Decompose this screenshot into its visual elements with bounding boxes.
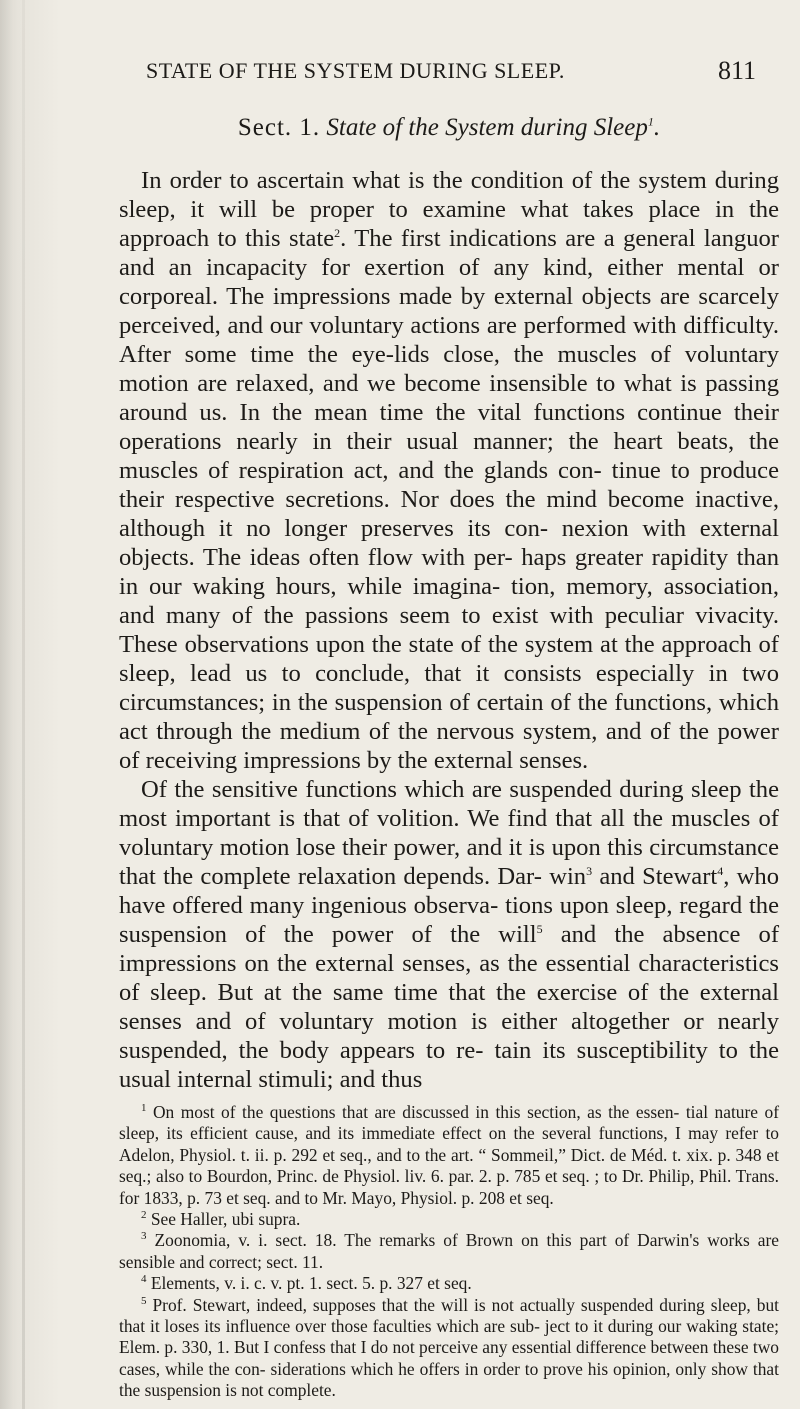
- footnote-ref: 1: [647, 114, 654, 129]
- text-run: and Stewart: [592, 863, 718, 890]
- footnote: [119, 1102, 779, 1209]
- footnote-ref: 2: [334, 225, 341, 240]
- page-edge-line: [22, 0, 25, 1409]
- body-paragraph: [119, 775, 779, 1094]
- footnote-number: 5: [141, 1294, 147, 1307]
- footnote: [119, 1295, 779, 1402]
- footnote-text: Elements, v. i. c. v. pt. 1. sect. 5. p. 327 et seq.: [146, 1273, 472, 1294]
- footnote-ref: 4: [717, 863, 724, 878]
- text-run: In order to ascertain what is the condition of the system during sleep, it will be proper to examine what takes place in the approach to this state: [119, 167, 779, 252]
- footnote: [119, 1273, 779, 1294]
- footnote-ref: 3: [586, 863, 593, 878]
- footnote-number: 1: [141, 1102, 147, 1115]
- footnotes: [119, 1102, 779, 1402]
- text-block: [119, 112, 779, 1402]
- text-run: , who have offered many ingenious observa- tions upon sleep, regard the suspension of the power of the will: [119, 863, 779, 948]
- running-head-title: STATE OF THE SYSTEM DURING SLEEP.: [146, 58, 565, 83]
- running-head: [146, 58, 756, 88]
- text-run: and the absence of impressions on the external senses, as the essential characteristics of sleep. But at the same time that the exercise of the external senses and of voluntary motion is either altogether or nearly suspended, the body appears to re- tain its susceptibility to the usual internal stimuli; and thus: [119, 921, 780, 1093]
- text-run: . The first indications are a general languor and an incapacity for exertion of any kind, either mental or corporeal. The impressions made by external objects are scarcely perceived, and our voluntary actions are performed with difficulty. After some time the eye-lids close, the muscles of voluntary motion are relaxed, and we become insensible to what is passing around us. In the mean time the vital functions continue their operations nearly in their usual manner; the heart beats, the muscles of respiration act, and the glands con- tinue to produce their respective secretions. Nor does the mind become inactive, although it no longer preserves its con- nexion with external objects. The ideas often flow with per- haps greater rapidity than in our waking hours, while imagina- tion, memory, association, and many of the passions seem to exist with peculiar vivacity. These observations upon the state of the system at the approach of sleep, lead us to conclude, that it consists especially in two circumstances; in the suspension of certain of the functions, which act through the medium of the nervous system, and of the power of receiving impressions by the external senses.: [119, 225, 779, 774]
- text-run: Of the sensitive functions which are suspended during sleep the most important is that of volition. We find that all the muscles of voluntary motion lose their power, and it is upon this circumstance that the complete relaxation depends. Dar- win: [119, 776, 779, 890]
- footnote-number: 4: [141, 1273, 147, 1286]
- footnote-number: 2: [141, 1209, 147, 1222]
- footnote: [119, 1209, 779, 1230]
- page-gutter-shadow: [0, 0, 14, 1409]
- footnote-number: 3: [141, 1230, 147, 1243]
- section-title-end: .: [653, 114, 661, 141]
- footnote-ref: 5: [536, 921, 543, 936]
- footnote-text: On most of the questions that are discussed in this section, as the essen- tial nature of sleep, its efficient cause, and its immediate effect on the several functions, I may refer to Adelon, Physiol. t. ii. p. 292 et seq., and to the art. “ Sommeil,” Dict. de Méd. t. xix. p. 348 et seq.; also to Bourdon, Princ. de Physiol. liv. 6. par. 2. p. 785 et seq. ; to Dr. Philip, Phil. Trans. for 1833, p. 73 et seq. and to Mr. Mayo, Physiol. p. 208 et seq.: [119, 1102, 779, 1208]
- section-title: [326, 114, 660, 141]
- footnote-text: Prof. Stewart, indeed, supposes that the will is not actually suspended during sleep, but that it loses its influence over those faculties which are sub- ject to it during our waking state; Elem. p. 330, 1. But I confess that I do not perceive any essential difference between these two cases, while the con- siderations which he offers in order to prove his opinion, only show that the suspension is not complete.: [119, 1294, 779, 1401]
- body-paragraph: [119, 166, 779, 775]
- section-label: Sect. 1.: [237, 114, 321, 141]
- section-heading: [119, 112, 779, 144]
- section-title-text: State of the System during Sleep: [326, 114, 648, 141]
- footnote: [119, 1230, 779, 1273]
- footnote-text: See Haller, ubi supra.: [146, 1209, 301, 1230]
- body-text: [119, 166, 779, 1094]
- page-number: 811: [717, 56, 756, 85]
- footnote-text: Zoonomia, v. i. sect. 18. The remarks of Brown on this part of Darwin's works are sensible and correct; sect. 11.: [119, 1230, 779, 1272]
